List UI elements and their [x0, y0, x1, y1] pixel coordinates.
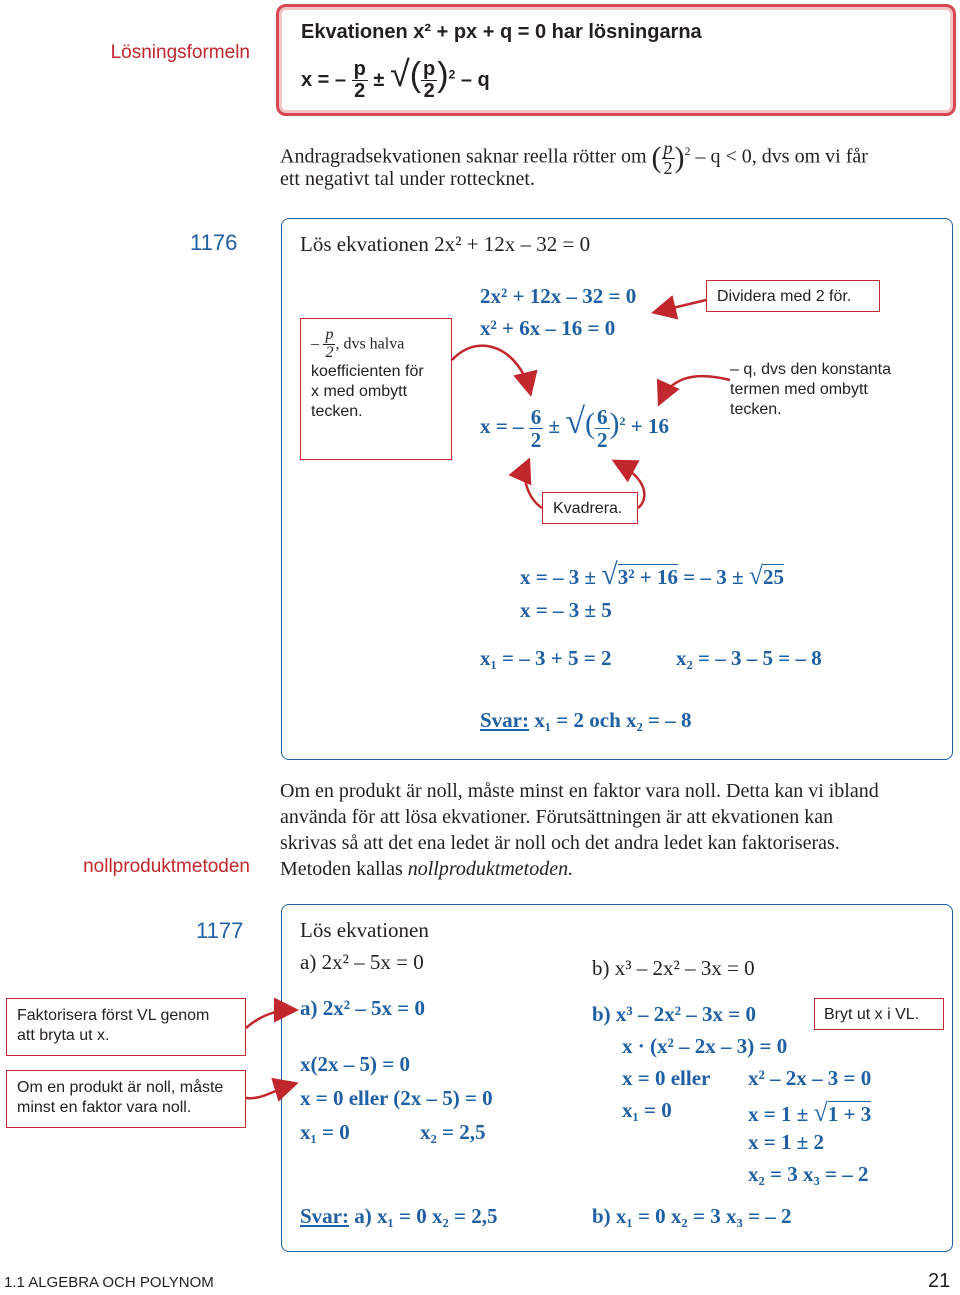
answer-1176: Svar: x₁ = 2 och x₂ = – 8 [480, 708, 692, 732]
step-1177-b-1: b) x³ – 2x² – 3x = 0 [592, 1002, 756, 1026]
step-1176-2: x² + 6x – 16 = 0 [480, 316, 616, 340]
note-box-half-coefficient: – $\frac{p}{2}$ , dvs halva koefficienten för x med ombytt tecken. [300, 318, 452, 460]
nollprodukt-para: Om en produkt är noll, måste minst en faktor vara noll. Detta kan vi ibland använda för att lösa ekvationer. Förutsättningen är att ekvationen kan skrivas så att det ena ledet är noll och det andra ledet kan faktoriseras. Metoden kallas nollproduktmetoden. [280, 780, 879, 880]
arrow-square-right [616, 462, 644, 508]
note-constant-term: – q, dvs den konstanta termen med ombytt tecken. [730, 361, 891, 418]
answer-1177: Svar: a) x₁ = 0 x₂ = 2,5 [300, 1204, 498, 1228]
step-1177-b-5: x = 1 ± 2 [748, 1130, 824, 1154]
formula-frac-inner: $\frac{p}{2}$ [423, 58, 436, 103]
arrows-1177 [0, 980, 320, 1140]
arrow-from-q [660, 376, 730, 402]
no-roots-line-2: ett negativt tal under rottecknet. [280, 168, 535, 190]
side-note-factorize: Faktorisera först VL genom att bryta ut x. [6, 998, 246, 1056]
formula-minus-q: – q [460, 69, 490, 91]
step-1177-b-4b: x = 1 ± √1 + 3 [748, 1098, 872, 1127]
step-1176-6-x2: x₂ = – 3 – 5 = – 8 [676, 646, 822, 670]
exercise-number-1176: 1176 [190, 230, 238, 255]
step-1177-b-3a: x = 0 eller [622, 1066, 711, 1090]
step-1177-a-3: x = 0 eller (2x – 5) = 0 [300, 1086, 493, 1110]
arrow-to-factorize [246, 1010, 294, 1028]
step-1177-b-4a: x₁ = 0 [622, 1098, 672, 1122]
task-1177-b: b) x³ – 2x² – 3x = 0 [592, 956, 755, 980]
task-1177: Lös ekvationen [300, 918, 429, 942]
step-1177-b-2: x · (x² – 2x – 3) = 0 [622, 1034, 788, 1058]
step-1177-a-1: a) 2x² – 5x = 0 [300, 996, 426, 1020]
step-1176-5: x = – 3 ± 5 [520, 598, 612, 622]
sqrt-icon: √ [389, 53, 410, 94]
side-note-zero-product: Om en produkt är noll, måste minst en faktor vara noll. [6, 1070, 246, 1128]
note-box-square: Kvadrera. [542, 492, 638, 524]
task-1177-a: a) 2x² – 5x = 0 [300, 950, 424, 974]
step-1177-a-2: x(2x – 5) = 0 [300, 1052, 410, 1076]
formula-expression: x = – $\frac{p}{2}$ ± √( $\frac{p}{2}$ )$^2$ – q [301, 53, 490, 103]
step-1177-b-6: x₂ = 3 x₃ = – 2 [748, 1162, 869, 1186]
step-1176-3: x = – $\frac{6}{2}$ ± √( $\frac{6}{2}$ )$^2$ + 16 [480, 401, 669, 452]
arrow-to-zero-product [246, 1084, 294, 1098]
step-1177-b-3b: x² – 2x – 3 = 0 [748, 1066, 872, 1090]
formula-exp: 2 [448, 67, 456, 82]
task-1176: Lös ekvationen 2x² + 12x – 32 = 0 [300, 232, 591, 256]
footer-section: 1.1 ALGEBRA OCH POLYNOM [4, 1274, 214, 1291]
step-1176-1: 2x² + 12x – 32 = 0 [480, 284, 637, 308]
formula-margin-label: Lösningsformeln [110, 42, 250, 63]
answer-1177-b: b) x₁ = 0 x₂ = 3 x₃ = – 2 [592, 1204, 792, 1228]
note-box-divide: Dividera med 2 för. [706, 280, 880, 312]
exercise-number-1177: 1177 [196, 918, 244, 943]
step-1176-6-x1: x₁ = – 3 + 5 = 2 [480, 646, 612, 670]
step-1177-a-4-x2: x₂ = 2,5 [420, 1120, 486, 1144]
arrow-square-left [525, 462, 542, 508]
page-number: 21 [928, 1270, 951, 1292]
note-box-factor-out: Bryt ut x i VL. [814, 998, 944, 1030]
arrow-from-divide [656, 300, 706, 312]
step-1177-a-4-x1: x₁ = 0 [300, 1120, 350, 1144]
formula-pm: ± [373, 69, 385, 91]
nollprodukt-margin-label: nollproduktmetoden [83, 856, 250, 877]
arrow-to-half [452, 346, 530, 392]
no-roots-line-1: Andragradsekvationen saknar reella rötter om ( $\frac{p}{2}$ )$^2$ – q < 0, dvs om vi får [280, 137, 868, 178]
step-1176-4: x = – 3 ± √3² + 16 = – 3 ± √25 [520, 558, 785, 591]
formula-heading: Ekvationen x² + px + q = 0 har lösningarna [301, 21, 702, 43]
formula-frac: $\frac{p}{2}$ [353, 58, 366, 103]
formula-x-eq: x = – [301, 69, 347, 91]
